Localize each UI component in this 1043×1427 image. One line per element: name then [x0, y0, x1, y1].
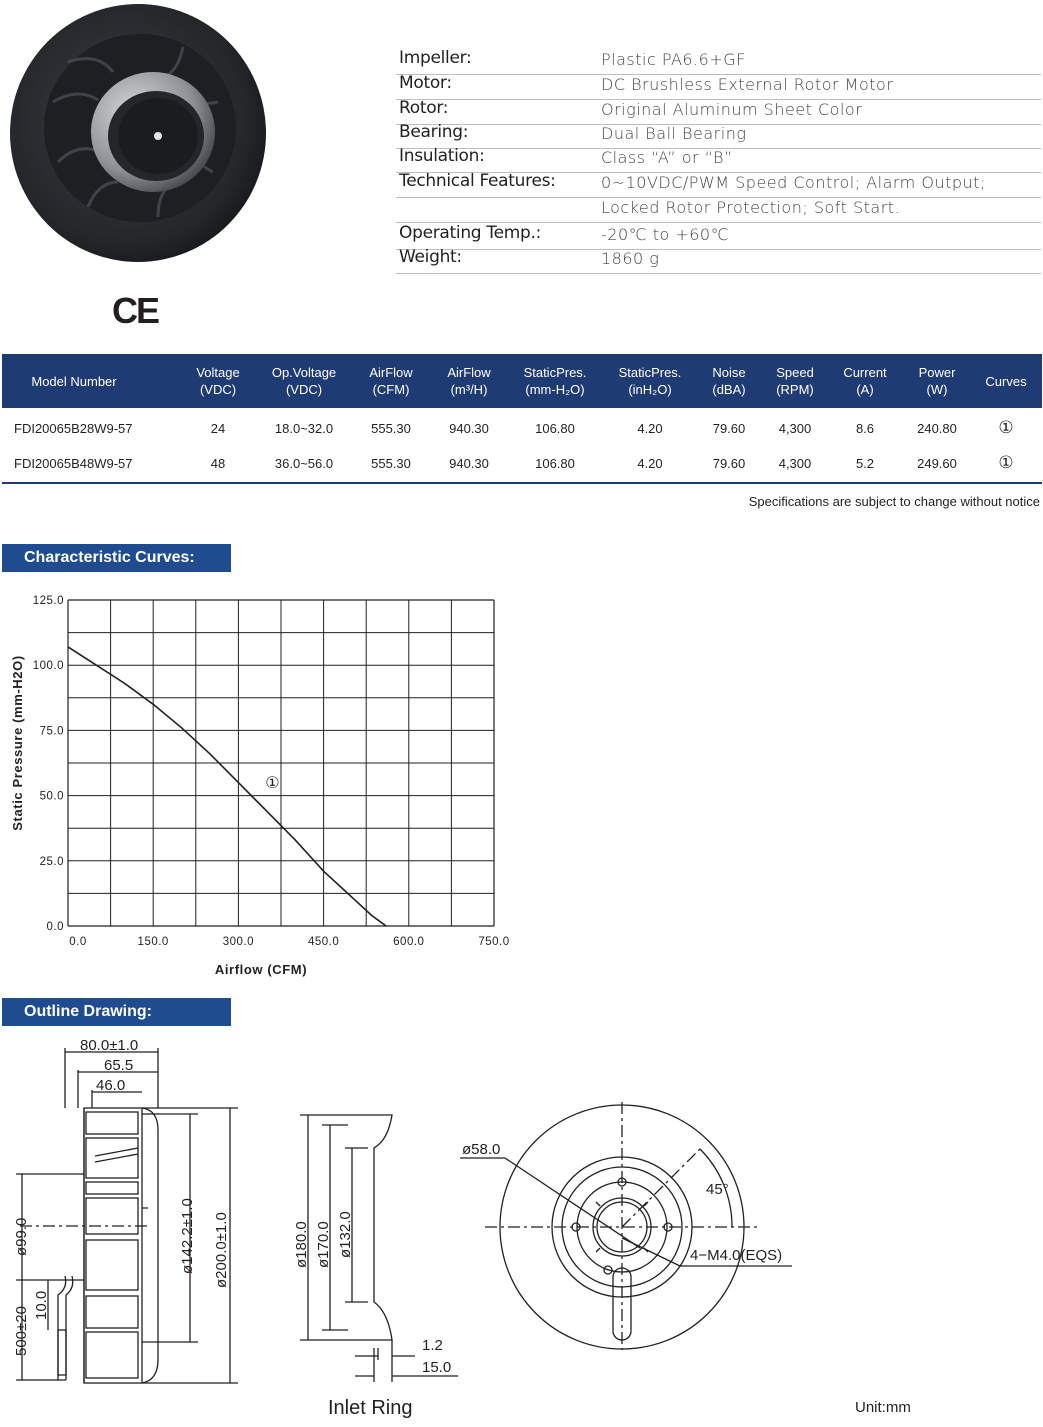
- table-header-cell: [605, 354, 695, 408]
- dim-200: ø200.0±1.0: [213, 1212, 230, 1288]
- header-line-2: (inH₂O): [628, 382, 672, 397]
- spec-value: DC Brushless External Rotor Motor: [601, 75, 894, 94]
- header-line-1: StaticPres.: [523, 365, 587, 380]
- header-line-1: Power: [918, 365, 956, 380]
- table-cell: 79.60: [712, 421, 746, 436]
- table-header-cell: [356, 354, 426, 408]
- spec-value: 0~10VDC/PWM Speed Control; Alarm Output;: [601, 173, 986, 192]
- spec-value: Original Aluminum Sheet Color: [601, 100, 863, 119]
- table-cell: 240.80: [917, 421, 957, 436]
- y-tick-label: 25.0: [39, 855, 64, 868]
- header-line-1: Model Number: [31, 373, 117, 389]
- header-line-2: (A): [856, 382, 874, 397]
- dim-65-5: 65.5: [104, 1057, 134, 1074]
- spec-label: Impeller:: [399, 48, 472, 68]
- y-tick-label: 125.0: [32, 595, 64, 607]
- table-header-cell: [976, 354, 1036, 408]
- table-header-cell: [183, 354, 253, 408]
- spec-label: Rotor:: [399, 98, 449, 118]
- dim-10: 10.0: [33, 1290, 50, 1320]
- x-tick-label: 150.0: [137, 936, 169, 948]
- dim-170: ø170.0: [315, 1221, 332, 1268]
- dim-180: ø180.0: [293, 1221, 310, 1268]
- dim-99: ø99.0: [13, 1217, 30, 1256]
- header-line-2: (CFM): [372, 382, 410, 397]
- table-cell: ①: [998, 418, 1014, 437]
- y-axis-label: Static Pressure (mm-H2O): [10, 655, 25, 831]
- spec-note: Specifications are subject to change without notice: [748, 494, 1040, 509]
- header-line-1: Noise: [712, 365, 746, 380]
- table-cell: 5.2: [855, 456, 875, 471]
- y-tick-label: 75.0: [39, 725, 64, 738]
- dim-58: ø58.0: [462, 1141, 501, 1158]
- characteristic-curves-banner: Characteristic Curves:: [2, 544, 231, 572]
- spec-row: [396, 148, 1041, 173]
- header-line-1: Curves: [985, 373, 1027, 389]
- x-tick-label: 600.0: [393, 936, 425, 948]
- header-line-2: (VDC): [199, 382, 237, 397]
- header-line-1: Op.Voltage: [271, 365, 337, 380]
- table-cell: 940.30: [449, 421, 489, 436]
- spec-value: Class “A” or “B”: [601, 148, 733, 167]
- x-tick-label: 750.0: [478, 936, 510, 948]
- table-cell: 555.30: [371, 456, 411, 471]
- table-cell: 18.0~32.0: [274, 421, 334, 436]
- y-tick-label: 50.0: [39, 790, 64, 803]
- header-line-2: (m³/H): [450, 382, 488, 397]
- table-header-cell: [765, 354, 825, 408]
- table-cell: 79.60: [712, 456, 746, 471]
- dim-45-deg: 45°: [706, 1181, 729, 1198]
- spec-label: Bearing:: [399, 122, 469, 142]
- table-cell: 48: [210, 456, 226, 471]
- table-cell: ①: [998, 453, 1014, 472]
- table-cell: 4,300: [778, 421, 812, 436]
- model-number-cell: FDI20065B28W9-57: [14, 421, 133, 436]
- table-cell: 4.20: [637, 421, 663, 436]
- spec-label: Insulation:: [399, 146, 485, 166]
- spec-row: [396, 124, 1041, 149]
- header-line-1: Voltage: [196, 365, 240, 380]
- header-line-2: (RPM): [776, 382, 814, 397]
- dim-132: ø132.0: [337, 1211, 354, 1258]
- table-cell: 36.0~56.0: [274, 456, 334, 471]
- spec-row: [396, 75, 1041, 100]
- model-number-cell: FDI20065B48W9-57: [14, 456, 133, 471]
- table-header-cell: [699, 354, 759, 408]
- header-line-1: Current: [843, 365, 887, 380]
- table-header-cell: [907, 354, 967, 408]
- y-tick-label: 100.0: [32, 660, 64, 673]
- outline-drawing: [0, 1030, 1043, 1427]
- spec-row: [396, 225, 1041, 250]
- y-tick-label: 0.0: [46, 921, 64, 933]
- spec-value: -20℃ to +60℃: [601, 225, 730, 244]
- table-cell: 249.60: [917, 456, 957, 471]
- x-tick-label: 0.0: [69, 936, 87, 948]
- series-line: [68, 647, 386, 926]
- x-tick-label: 450.0: [307, 936, 340, 948]
- table-header-cell: [259, 354, 349, 408]
- table-header-cell: [510, 354, 600, 408]
- table-header-cell: [4, 354, 144, 408]
- header-line-1: Speed: [776, 365, 814, 380]
- fan-product-photo: [8, 2, 268, 264]
- series-label: ①: [265, 774, 280, 792]
- spec-label: Technical Features:: [399, 171, 556, 191]
- outline-drawing-banner: Outline Drawing:: [2, 998, 231, 1026]
- spec-row: [396, 198, 1041, 223]
- table-cell: 4,300: [778, 456, 812, 471]
- header-line-2: (W): [926, 382, 948, 397]
- dim-15: 15.0: [422, 1359, 452, 1376]
- header-line-2: (dBA): [712, 382, 746, 397]
- spec-row: [396, 249, 1041, 274]
- table-header-cell: [835, 354, 895, 408]
- table-header-cell: [434, 354, 504, 408]
- spec-row: [396, 173, 1041, 198]
- header-line-2: (mm-H₂O): [525, 382, 585, 397]
- table-cell: 940.30: [449, 456, 489, 471]
- table-cell: 24: [210, 421, 226, 436]
- x-tick-label: 300.0: [222, 936, 255, 948]
- spec-value: Locked Rotor Protection; Soft Start.: [601, 198, 901, 217]
- dim-46: 46.0: [96, 1077, 126, 1094]
- header-line-1: AirFlow: [369, 365, 413, 380]
- dim-1-2: 1.2: [422, 1337, 443, 1354]
- spec-row: [396, 50, 1041, 75]
- table-cell: 106.80: [535, 456, 575, 471]
- dim-80: 80.0±1.0: [80, 1037, 139, 1054]
- header-line-2: (VDC): [285, 382, 323, 397]
- spec-value: Dual Ball Bearing: [601, 124, 747, 143]
- spec-label: Operating Temp.:: [399, 223, 542, 243]
- ce-mark: CE: [112, 290, 159, 331]
- header-line-1: AirFlow: [447, 365, 491, 380]
- dim-m4: 4−M4.0(EQS): [690, 1247, 783, 1264]
- table-cell: 4.20: [637, 456, 663, 471]
- spec-label: Weight:: [399, 247, 462, 267]
- spec-value: 1860 g: [601, 249, 660, 268]
- x-axis-label: Airflow (CFM): [214, 962, 308, 977]
- table-bottom-rule: [2, 482, 1042, 484]
- table-cell: 555.30: [371, 421, 411, 436]
- spec-value: Plastic PA6.6+GF: [601, 50, 746, 69]
- header-line-1: StaticPres.: [618, 365, 682, 380]
- unit-label: Unit:mm: [855, 1399, 911, 1416]
- inlet-ring-label: Inlet Ring: [328, 1397, 413, 1419]
- table-cell: 106.80: [535, 421, 575, 436]
- table-cell: 8.6: [855, 421, 875, 436]
- characteristic-curve-chart: [0, 580, 520, 990]
- spec-row: [396, 100, 1041, 125]
- spec-label: Motor:: [399, 73, 452, 93]
- dim-142: ø142.2±1.0: [179, 1198, 196, 1274]
- dim-500: 500±20: [13, 1306, 30, 1356]
